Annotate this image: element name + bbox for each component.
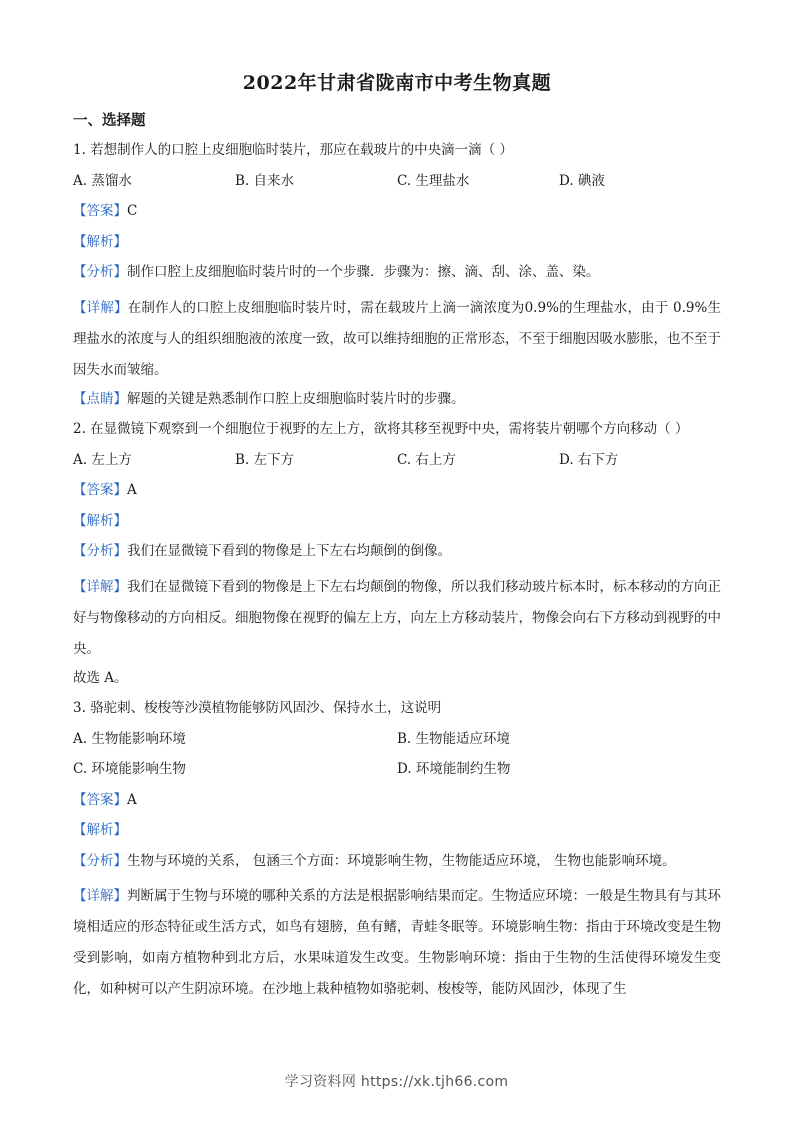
option-a: A. 蒸馏水 [73, 172, 132, 189]
option-d: D. 右下方 [559, 451, 619, 468]
question-3-analysis-tag [73, 820, 721, 840]
option-d: D. 环境能制约生物 [397, 761, 511, 777]
fenxi-text: 我们在显微镜下看到的物像是上下左右均颠倒的倒像。 [127, 543, 451, 559]
option-b: B. 自来水 [235, 172, 295, 189]
question-2-analysis-tag [73, 511, 721, 531]
question-1-answer [73, 201, 721, 221]
xiangjie-tag: 【详解】 [73, 578, 127, 595]
question-2-options [73, 450, 721, 470]
jiexi-tag: 【解析】 [73, 233, 127, 250]
xiangjie-text: 我们在显微镜下看到的物像是上下左右均颠倒的物像，所以我们移动玻片标本时，标本移动的方向正好与物像移动的方向相反。细胞物像在视野的偏左上方，向左上方移动装片，物像会向右下方移动到视野的中央。 [73, 578, 721, 657]
question-2-fenxi [73, 541, 721, 561]
question-1-xiangjie [73, 293, 721, 386]
question-3-answer [73, 790, 721, 810]
question-2-stem: 2. 在显微镜下观察到一个细胞位于视野的左上方，欲将其移至视野中央，需将装片朝哪个方向移动（ ） [73, 421, 689, 437]
question-3-options-row-1 [73, 729, 721, 749]
dianjing-text: 解题的关键是熟悉制作口腔上皮细胞临时装片时的步骤。 [127, 390, 465, 407]
xiangjie-tag: 【详解】 [73, 299, 128, 316]
page-footer-watermark: 学习资料网 https://xk.tjh66.com [284, 1074, 509, 1090]
option-d: D. 碘液 [559, 172, 605, 189]
answer-value: A [127, 791, 137, 808]
answer-tag: 【答案】 [73, 482, 127, 498]
question-3-fenxi [73, 851, 721, 871]
option-b: B. 生物能适应环境 [397, 730, 511, 747]
question-2-answer [73, 480, 721, 500]
question-1-stem: 1. 若想制作人的口腔上皮细胞临时装片，那应在载玻片的中央滴一滴（ ） [73, 142, 513, 158]
jiexi-tag: 【解析】 [73, 512, 127, 529]
answer-tag: 【答案】 [73, 203, 127, 219]
section-heading: 一、选择题 [73, 112, 146, 129]
xiangjie-text: 在制作人的口腔上皮细胞临时装片时，需在载玻片上滴一滴浓度为0.9%的生理盐水，由于 0.9%生理盐水的浓度与人的组织细胞液的浓度一致，故可以维持细胞的正常形态，不至于细胞因吸水膨胀，也不至于因失水而皱缩。 [73, 299, 722, 378]
answer-tag: 【答案】 [73, 791, 127, 808]
document-content [73, 68, 721, 1006]
question-3-options-row-2 [73, 759, 721, 779]
fenxi-tag: 【分析】 [73, 852, 127, 869]
question-1-options [73, 171, 721, 191]
jiexi-tag: 【解析】 [73, 822, 127, 838]
answer-value: A [127, 482, 137, 498]
question-1-analysis-tag [73, 232, 721, 252]
answer-value: C [127, 203, 138, 219]
question-3-stem: 3. 骆驼刺、梭梭等沙漠植物能够防风固沙、保持水土，这说明 [73, 700, 442, 716]
fenxi-tag: 【分析】 [73, 264, 127, 280]
question-1-dianjing [73, 389, 721, 409]
option-a: A. 左上方 [73, 451, 132, 468]
page-title: 2022年甘肃省陇南市中考生物真题 [242, 72, 552, 94]
fenxi-tag: 【分析】 [73, 543, 127, 559]
xiangjie-tag: 【详解】 [73, 888, 127, 904]
dianjing-tag: 【点睛】 [73, 390, 127, 407]
option-c: C. 右上方 [397, 451, 456, 468]
option-b: B. 左下方 [235, 451, 295, 468]
fenxi-text: 生物与环境的关系， 包涵三个方面：环境影响生物，生物能适应环境， 生物也能影响环境。 [127, 852, 676, 869]
option-a: A. 生物能影响环境 [73, 730, 186, 747]
option-c: C. 环境能影响生物 [73, 761, 186, 777]
xiangjie-text: 判断属于生物与环境的哪种关系的方法是根据影响结果而定。生物适应环境：一般是生物具有与其环境相适应的形态特征或生活方式，如鸟有翅膀，鱼有鳍，青蛙冬眠等。环境影响生物：指由于环境改变是生物受到影响，如南方植物种到北方后，水果味道发生改变。生物影响环境：指由于生物的生活使得环境发生变化，如种树可以产生阴凉环境。在沙地上栽种植物如骆驼刺、梭梭等，能防风固沙，体现了生 [73, 888, 721, 997]
option-c: C. 生理盐水 [397, 172, 470, 189]
question-2-conclusion: 故选 A。 [73, 669, 128, 686]
question-3-xiangjie [73, 881, 721, 1005]
question-2-xiangjie [73, 572, 721, 665]
fenxi-text: 制作口腔上皮细胞临时装片时的一个步骤．步骤为：擦、滴、刮、涂、盖、染。 [127, 264, 600, 280]
question-1-fenxi [73, 262, 721, 282]
